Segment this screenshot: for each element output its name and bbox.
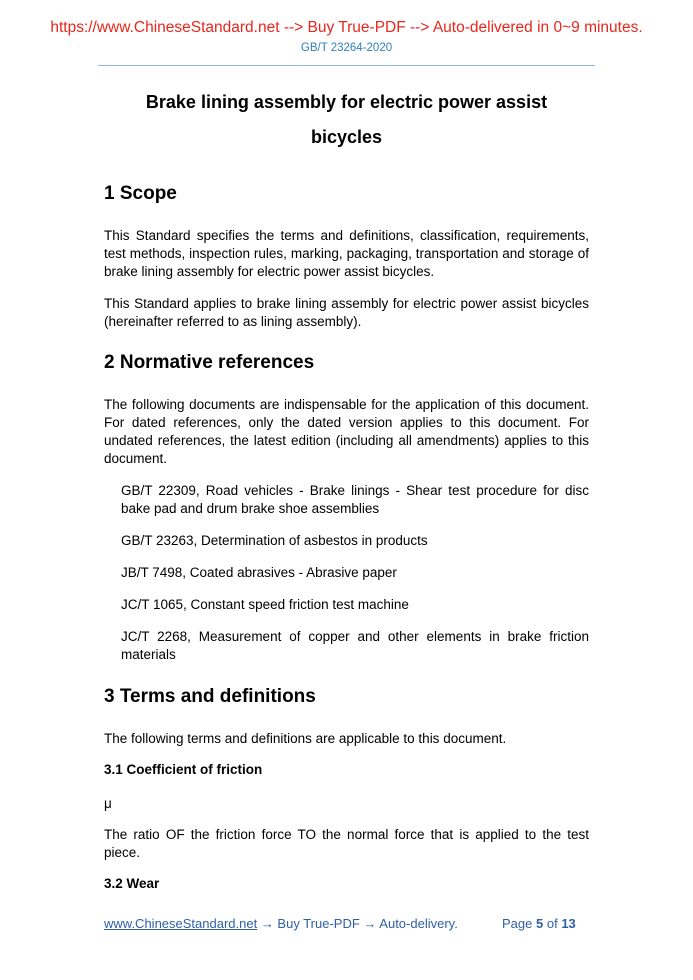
- scope-paragraph-1: This Standard specifies the terms and definitions, classification, requirements, test methods, inspection rules, marking, packaging, transportation and storage of brake lining assembly for electric power assist bicycles.: [104, 228, 589, 279]
- normative-references-intro: The following documents are indispensable for the application of this document. For dated references, only the dated version applies to this document. For undated references, the latest edition (including all amendments) applies to this document.: [104, 397, 589, 466]
- reference-item: JB/T 7498, Coated abrasives - Abrasive paper: [121, 565, 397, 580]
- footer-promo: [104, 916, 458, 931]
- standard-code: GB/T 23264-2020: [300, 42, 393, 54]
- terms-intro: The following terms and definitions are applicable to this document.: [104, 731, 507, 746]
- term-definition: The ratio OF the friction force TO the normal force that is applied to the test piece.: [104, 827, 589, 860]
- term-heading-coefficient-of-friction: 3.1 Coefficient of friction: [104, 762, 263, 777]
- reference-item: JC/T 2268, Measurement of copper and other elements in brake friction materials: [121, 629, 589, 662]
- section-heading-terms-and-definitions: 3 Terms and definitions: [104, 686, 316, 707]
- promo-banner[interactable]: https://www.ChineseStandard.net --> Buy True-PDF --> Auto-delivered in 0~9 minutes.: [50, 19, 643, 36]
- page-total: 13: [561, 916, 576, 931]
- term-heading-wear: 3.2 Wear: [104, 876, 160, 891]
- footer-promo-tail: → Buy True-PDF → Auto-delivery.: [257, 916, 458, 931]
- reference-item: JC/T 1065, Constant speed friction test machine: [121, 597, 409, 612]
- section-heading-scope: 1 Scope: [104, 183, 177, 204]
- page-current: 5: [536, 916, 544, 931]
- reference-item: GB/T 23263, Determination of asbestos in products: [121, 533, 428, 548]
- reference-item: GB/T 22309, Road vehicles - Brake linings - Shear test procedure for disc bake pad and drum brake shoe assemblies: [121, 483, 589, 516]
- document-title-line-2: bicycles: [310, 127, 383, 147]
- scope-paragraph-2: This Standard applies to brake lining assembly for electric power assist bicycles (hereinafter referred to as lining assembly).: [104, 296, 589, 329]
- term-symbol: μ: [104, 796, 112, 811]
- page-of: of: [546, 916, 558, 931]
- document-title-line-1: Brake lining assembly for electric power assist: [145, 92, 548, 112]
- page-label: Page: [502, 916, 533, 931]
- footer-link[interactable]: www.ChineseStandard.net: [104, 916, 258, 931]
- header-divider: [98, 65, 595, 66]
- page-indicator: [502, 916, 576, 931]
- section-heading-normative-references: 2 Normative references: [104, 352, 315, 373]
